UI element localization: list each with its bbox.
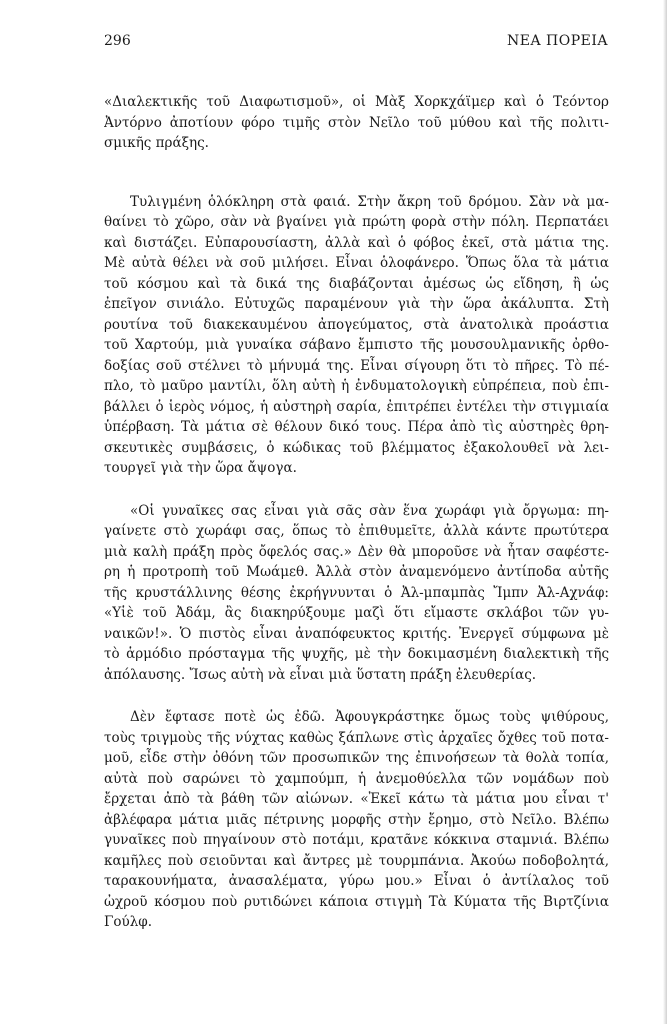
- page-body: [104, 92, 609, 933]
- text-line: ὠχροῦ κόσμου ποὺ ρυτιδώνει κάποια στιγμὴ Τὰ Κύματα τῆς Βιρτζίνια: [104, 893, 609, 910]
- page-number: 296: [104, 33, 131, 49]
- text-line: τουργεῖ γιὰ τὴν ὥρα ἄψογα.: [104, 460, 297, 476]
- text-line: ταρακουνήματα, ἀνασαλέματα, γύρω μου.» Εἶναι ὁ ἀντίλαλος τοῦ: [104, 873, 609, 889]
- text-line: πλο, τὸ μαῦρο μαντίλι, ὅλη αὐτὴ ἡ ἐνδυματολογικὴ εὐπρέπεια, ποὺ ἐπι-: [104, 378, 609, 394]
- text-line: ἀβλέφαρα μάτια μιᾶς πέτρινης μορφῆς στὴν ἔρημο, στὸ Νεῖλο. Βλέπω: [104, 811, 609, 828]
- paragraph-gap: [104, 685, 609, 707]
- text-line: «Οἱ γυναῖκες σας εἶναι γιὰ σᾶς σὰν ἕνα χωράφι γιὰ ὄργωμα: πη-: [130, 502, 609, 519]
- text-line: τοῦ κόσμου καὶ τὰ δικά της διαβάζονται ἀμέσως ὡς εἴδηση, ἢ ὡς: [104, 275, 609, 292]
- text-line: ἀπόλαυσης. Ἴσως αὐτὴ νὰ εἶναι μιὰ ὕστατη πράξη ἐλευθερίας.: [104, 666, 537, 683]
- text-line: Μὲ αὐτὰ θέλει νὰ σοῦ μιλήσει. Εἶναι ὁλοφάνερο. Ὅπως ὅλα τὰ μάτια: [104, 255, 609, 271]
- text-line: Γούλφ.: [104, 914, 153, 930]
- text-line: δοξίας σοῦ στέλνει τὸ μήνυμά της. Εἶναι σίγουρη ὅτι τὸ πῆρες. Τὸ πέ-: [104, 357, 609, 374]
- text-line: βάλλει ὁ ἱερὸς νόμος, ἡ αὐστηρὴ σαρία, ἐπιτρέπει ἐντέλει τὴν στιγμιαία: [104, 398, 609, 415]
- text-line: μιὰ καλὴ πράξη πρὸς ὄφελός σας.» Δὲν θὰ μποροῦσε νὰ ἦταν σαφέστε-: [104, 543, 609, 560]
- paragraph-gap: [104, 479, 609, 501]
- paragraph-4: [104, 707, 609, 933]
- text-line: αὐτὰ ποὺ σαρώνει τὸ χαμπούμπ, ἡ ἀνεμοθύελλα τῶν νομάδων ποὺ: [104, 770, 609, 787]
- text-line: ἐπεῖγον σινιάλο. Εὐτυχῶς παραμένουν γιὰ τὴν ὥρα ἀκάλυπτα. Στὴ: [104, 296, 609, 312]
- page-header: [104, 33, 608, 55]
- text-line: ναικῶν!». Ὁ πιστὸς εἶναι ἀναπόφευκτος κριτής. Ἐνεργεῖ σύμφωνα μὲ: [104, 625, 609, 642]
- text-line: σμικῆς πράξης.: [104, 135, 209, 151]
- text-line: τοὺς τριγμοὺς τῆς νύχτας καθὼς ξάπλωνε στὶς ἀρχαῖες ὄχθες τοῦ ποτα-: [104, 729, 609, 746]
- paragraph-2: [104, 192, 609, 479]
- paragraph-1: [104, 92, 609, 154]
- text-line: ρουτίνα τοῦ διακεκαυμένου ἀπογεύματος, στὰ ἀνατολικὰ προάστια: [104, 316, 609, 333]
- text-line: ὑπέρβαση. Τὰ μάτια σὲ θέλουν δικό τους. Πέρα ἀπὸ τὶς αὐστηρὲς θρη-: [104, 419, 609, 435]
- text-line: θαίνει τὸ χῶρο, σὰν νὰ βγαίνει γιὰ πρώτη φορὰ στὴν πόλη. Περπατάει: [104, 214, 609, 230]
- text-line: τῆς κρυστάλλινης θέσης ἐκρήγνυνται ὁ Ἀλ-μπαμπὰς Ἴμπν Ἀλ-Αχνάφ:: [104, 584, 609, 601]
- paragraph-gap: [104, 154, 609, 192]
- text-line: γυναῖκες ποὺ πηγαίνουν στὸ ποτάμι, κρατᾶνε κόκκινα σταμνιά. Βλέπω: [104, 832, 609, 848]
- text-line: τὸ ἁρμόδιο πρόσταγμα τῆς ψυχῆς, μὲ τὴν δοκιμασμένη διαλεκτικὴ τῆς: [104, 646, 609, 662]
- text-line: γαίνετε στὸ χωράφι σας, ὅπως τὸ ἐπιθυμεῖτε, ἀλλὰ κάντε πρωτύτερα: [104, 523, 609, 539]
- running-head: ΝΕΑ ΠΟΡΕΙΑ: [507, 33, 608, 49]
- paragraph-3: [104, 501, 609, 686]
- text-line: «Υἱὲ τοῦ Ἀδάμ, ἂς διακηρύξουμε μαζὶ ὅτι εἴμαστε σκλάβοι τῶν γυ-: [104, 605, 609, 621]
- text-line: ρη ἡ προτροπὴ τοῦ Μωάμεθ. Ἀλλὰ στὸν ἀναμενόμενο ἀντίποδα αὐτῆς: [104, 564, 609, 580]
- text-line: «Διαλεκτικῆς τοῦ Διαφωτισμοῦ», οἱ Μὰξ Χορκχάϊμερ καὶ ὁ Τεόντορ: [104, 94, 609, 110]
- text-line: τοῦ Χαρτούμ, μιὰ γυναίκα σάβανο ἔμπιστο τῆς μουσουλμανικῆς ὀρθο-: [104, 337, 609, 353]
- text-line: Τυλιγμένη ὁλόκληρη στὰ φαιά. Στὴν ἄκρη τοῦ δρόμου. Σὰν νὰ μα-: [130, 193, 609, 210]
- text-line: ἔρχεται ἀπὸ τὰ βάθη τῶν αἰώνων. «Ἐκεῖ κάτω τὰ μάτια μου εἶναι τ': [104, 791, 609, 807]
- text-line: Δὲν ἔφτασε ποτὲ ὡς ἐδῶ. Ἀφουγκράστηκε ὅμως τοὺς ψιθύρους,: [130, 709, 609, 725]
- text-line: Ἀντόρνο ἀποτίουν φόρο τιμῆς στὸν Νεῖλο τοῦ μύθου καὶ τῆς πολιτι-: [104, 114, 609, 131]
- text-line: μοῦ, εἶδε στὴν ὀθόνη τῶν προσωπικῶν της ἐπινοήσεων τὰ θολὰ τοπία,: [104, 750, 609, 766]
- page-binding-edge: [663, 0, 667, 1024]
- text-line: καὶ διστάζει. Εὐπαρουσίαστη, ἀλλὰ καὶ ὁ φόβος ἐκεῖ, στὰ μάτια της.: [104, 234, 609, 251]
- text-line: καμῆλες ποὺ σειοῦνται καὶ ἄντρες μὲ τουρμπάνια. Ἀκούω ποδοβολητά,: [104, 852, 609, 869]
- text-line: σκευτικὲς συμβάσεις, ὁ κώδικας τοῦ βλέμματος ἐξακολουθεῖ νὰ λει-: [104, 439, 609, 456]
